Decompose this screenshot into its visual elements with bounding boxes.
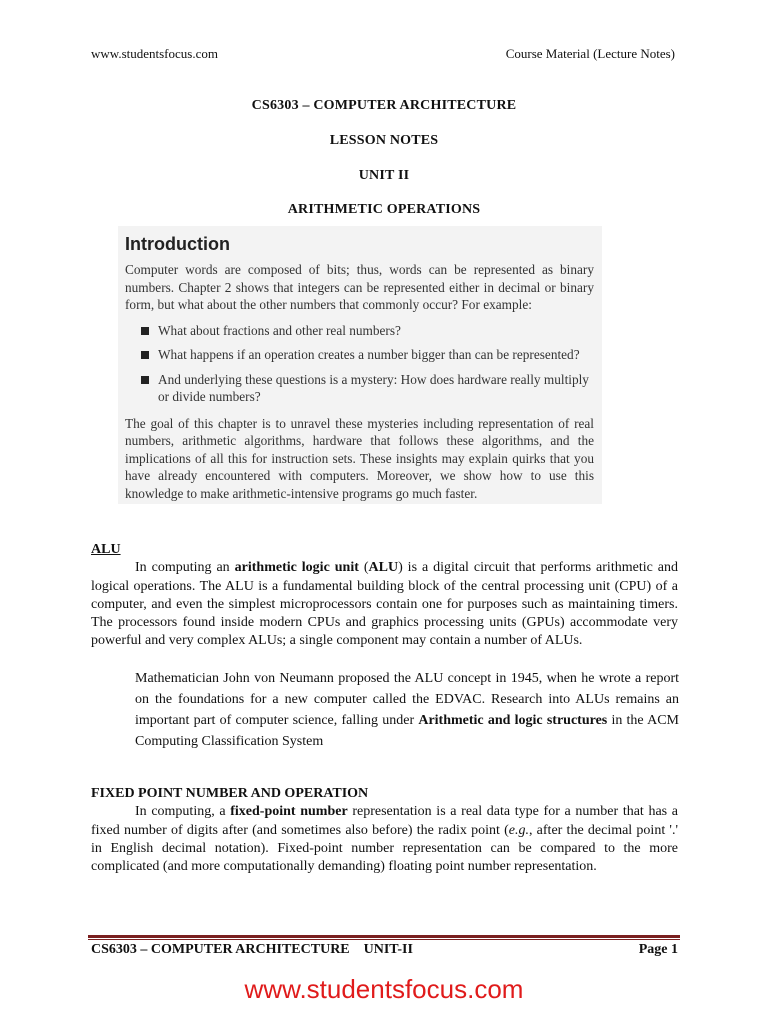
intro-figure — [118, 226, 602, 504]
fixed-point-paragraph: In computing, a fixed-point number representation is a real data type for a number that has a fixed number of digits after (and sometimes also before) the radix point (e.g., after the decimal point '.' in English decimal notation). Fixed-point number representation can be compared to the more complicated (and more computationally demanding) floating point number representation. — [91, 804, 678, 875]
page-number: Page 1 — [638, 942, 678, 957]
alu-history-paragraph: Mathematician John von Neumann proposed the ALU concept in 1945, when he wrote a report on the foundations for a new computer called the EDVAC. Research into ALUs remains an important part of computer science, falling under Arithmetic and logic structures in the ACM Computing Classification System — [135, 671, 679, 749]
lesson-title: LESSON NOTES — [329, 133, 439, 148]
alu-paragraph: In computing an arithmetic logic unit (ALU) is a digital circuit that performs arithmetic and logical operations. The ALU is a fundamental building block of the central processing unit (CPU) of a computer, and even the simplest microprocessors contain one for purposes such as maintaining timers. The processors found inside modern CPUs and graphics processing units (GPUs) accommodate very powerful and very complex ALUs; a single component may contain a number of ALUs. — [91, 560, 678, 649]
square-bullet-icon — [141, 351, 149, 359]
unit-title: UNIT II — [358, 168, 410, 183]
intro-paragraph-1: Computer words are composed of bits; thus, words can be represented as binary numbers. Chapter 2 shows that integers can be represented either in decimal or binary form, but what about the other numbers that commonly occur? For example: — [125, 262, 594, 312]
square-bullet-icon — [141, 376, 149, 384]
list-item: What happens if an operation creates a number bigger than can be represented? — [125, 346, 594, 364]
header-site: www.studentsfocus.com — [91, 46, 218, 61]
intro-bullet-list — [125, 322, 594, 406]
alu-heading: ALU — [91, 542, 121, 557]
fixed-point-section — [91, 785, 678, 876]
watermark-link[interactable]: www.studentsfocus.com — [244, 974, 524, 1004]
course-title: CS6303 – COMPUTER ARCHITECTURE — [251, 98, 517, 113]
intro-heading: Introduction — [125, 234, 230, 254]
footer-rule-thick — [88, 935, 680, 938]
intro-paragraph-2: The goal of this chapter is to unravel these mysteries including representation of real numbers, arithmetic algorithms, hardware that follows these algorithms, and the implications of all this for instruction sets. These insights may explain quirks that you have already encountered with computers. Moreover, we show how to use this knowledge to make arithmetic-intensive programs go much faster. — [125, 415, 594, 501]
fixed-point-heading: FIXED POINT NUMBER AND OPERATION — [91, 786, 369, 801]
list-item: What about fractions and other real numbers? — [125, 322, 594, 340]
footer-course-unit: CS6303 – COMPUTER ARCHITECTURE UNIT-II — [91, 942, 413, 957]
topic-title: ARITHMETIC OPERATIONS — [287, 202, 481, 217]
footer-rule-thin — [88, 939, 680, 940]
header-doc-type: Course Material (Lecture Notes) — [505, 46, 675, 61]
list-item: And underlying these questions is a mystery: How does hardware really multiply or divide numbers? — [125, 371, 594, 406]
square-bullet-icon — [141, 327, 149, 335]
alu-section — [91, 541, 678, 651]
